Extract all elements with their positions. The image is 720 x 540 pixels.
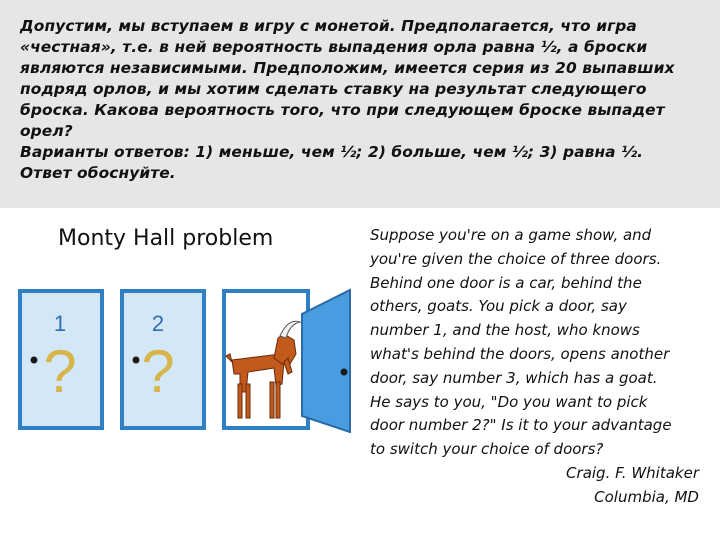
door-question-mark: ? (141, 338, 175, 405)
russian-line: подряд орлов, и мы хотим сделать ставку на результат следующего (20, 80, 647, 98)
russian-line: являются независимыми. Предположим, имеется серия из 20 выпавших (20, 59, 675, 77)
russian-line: орел? (20, 122, 73, 140)
russian-line: «честная», т.е. в ней вероятность выпадения орла равна ½, а броски (20, 38, 648, 56)
monty-hall-title: Monty Hall problem (58, 226, 274, 251)
door-number: 2 (151, 311, 165, 336)
english-line: He says to you, "Do you want to pick (370, 392, 648, 411)
author-location: Columbia, MD (594, 487, 699, 506)
russian-line: Допустим, мы вступаем в игру с монетой. Предполагается, что игра (20, 17, 637, 35)
door-3-open (224, 290, 350, 432)
door-knob (133, 357, 140, 364)
doors-illustration (18, 288, 358, 433)
english-line: number 1, and the host, who knows (370, 321, 640, 340)
door-question-mark: ? (43, 338, 77, 405)
author-name: Craig. F. Whitaker (566, 463, 699, 482)
door-knob (341, 369, 348, 376)
english-line: door, say number 3, which has a goat. (370, 368, 658, 387)
english-line: door number 2?" Is it to your advantage (370, 416, 672, 435)
english-line: Suppose you're on a game show, and (370, 226, 652, 244)
door-number: 1 (53, 311, 67, 336)
russian-line: броска. Какова вероятность того, что при следующем броске выпадет (20, 101, 665, 119)
russian-problem-panel (0, 0, 720, 208)
russian-problem-text (20, 16, 710, 184)
english-line: Behind one door is a car, behind the (370, 273, 642, 292)
english-line: others, goats. You pick a door, say (370, 297, 627, 316)
english-problem-text (370, 224, 715, 510)
door-2 (122, 291, 204, 428)
english-line: what's behind the doors, opens another (370, 344, 670, 363)
russian-line: Варианты ответов: 1) меньше, чем ½; 2) больше, чем ½; 3) равна ½. (20, 143, 644, 161)
open-door-panel (302, 290, 350, 432)
door-1 (20, 291, 102, 428)
english-line: you're given the choice of three doors. (370, 249, 662, 268)
english-line: to switch your choice of doors? (370, 440, 604, 459)
russian-line: Ответ обоснуйте. (20, 164, 176, 182)
door-knob (31, 357, 38, 364)
